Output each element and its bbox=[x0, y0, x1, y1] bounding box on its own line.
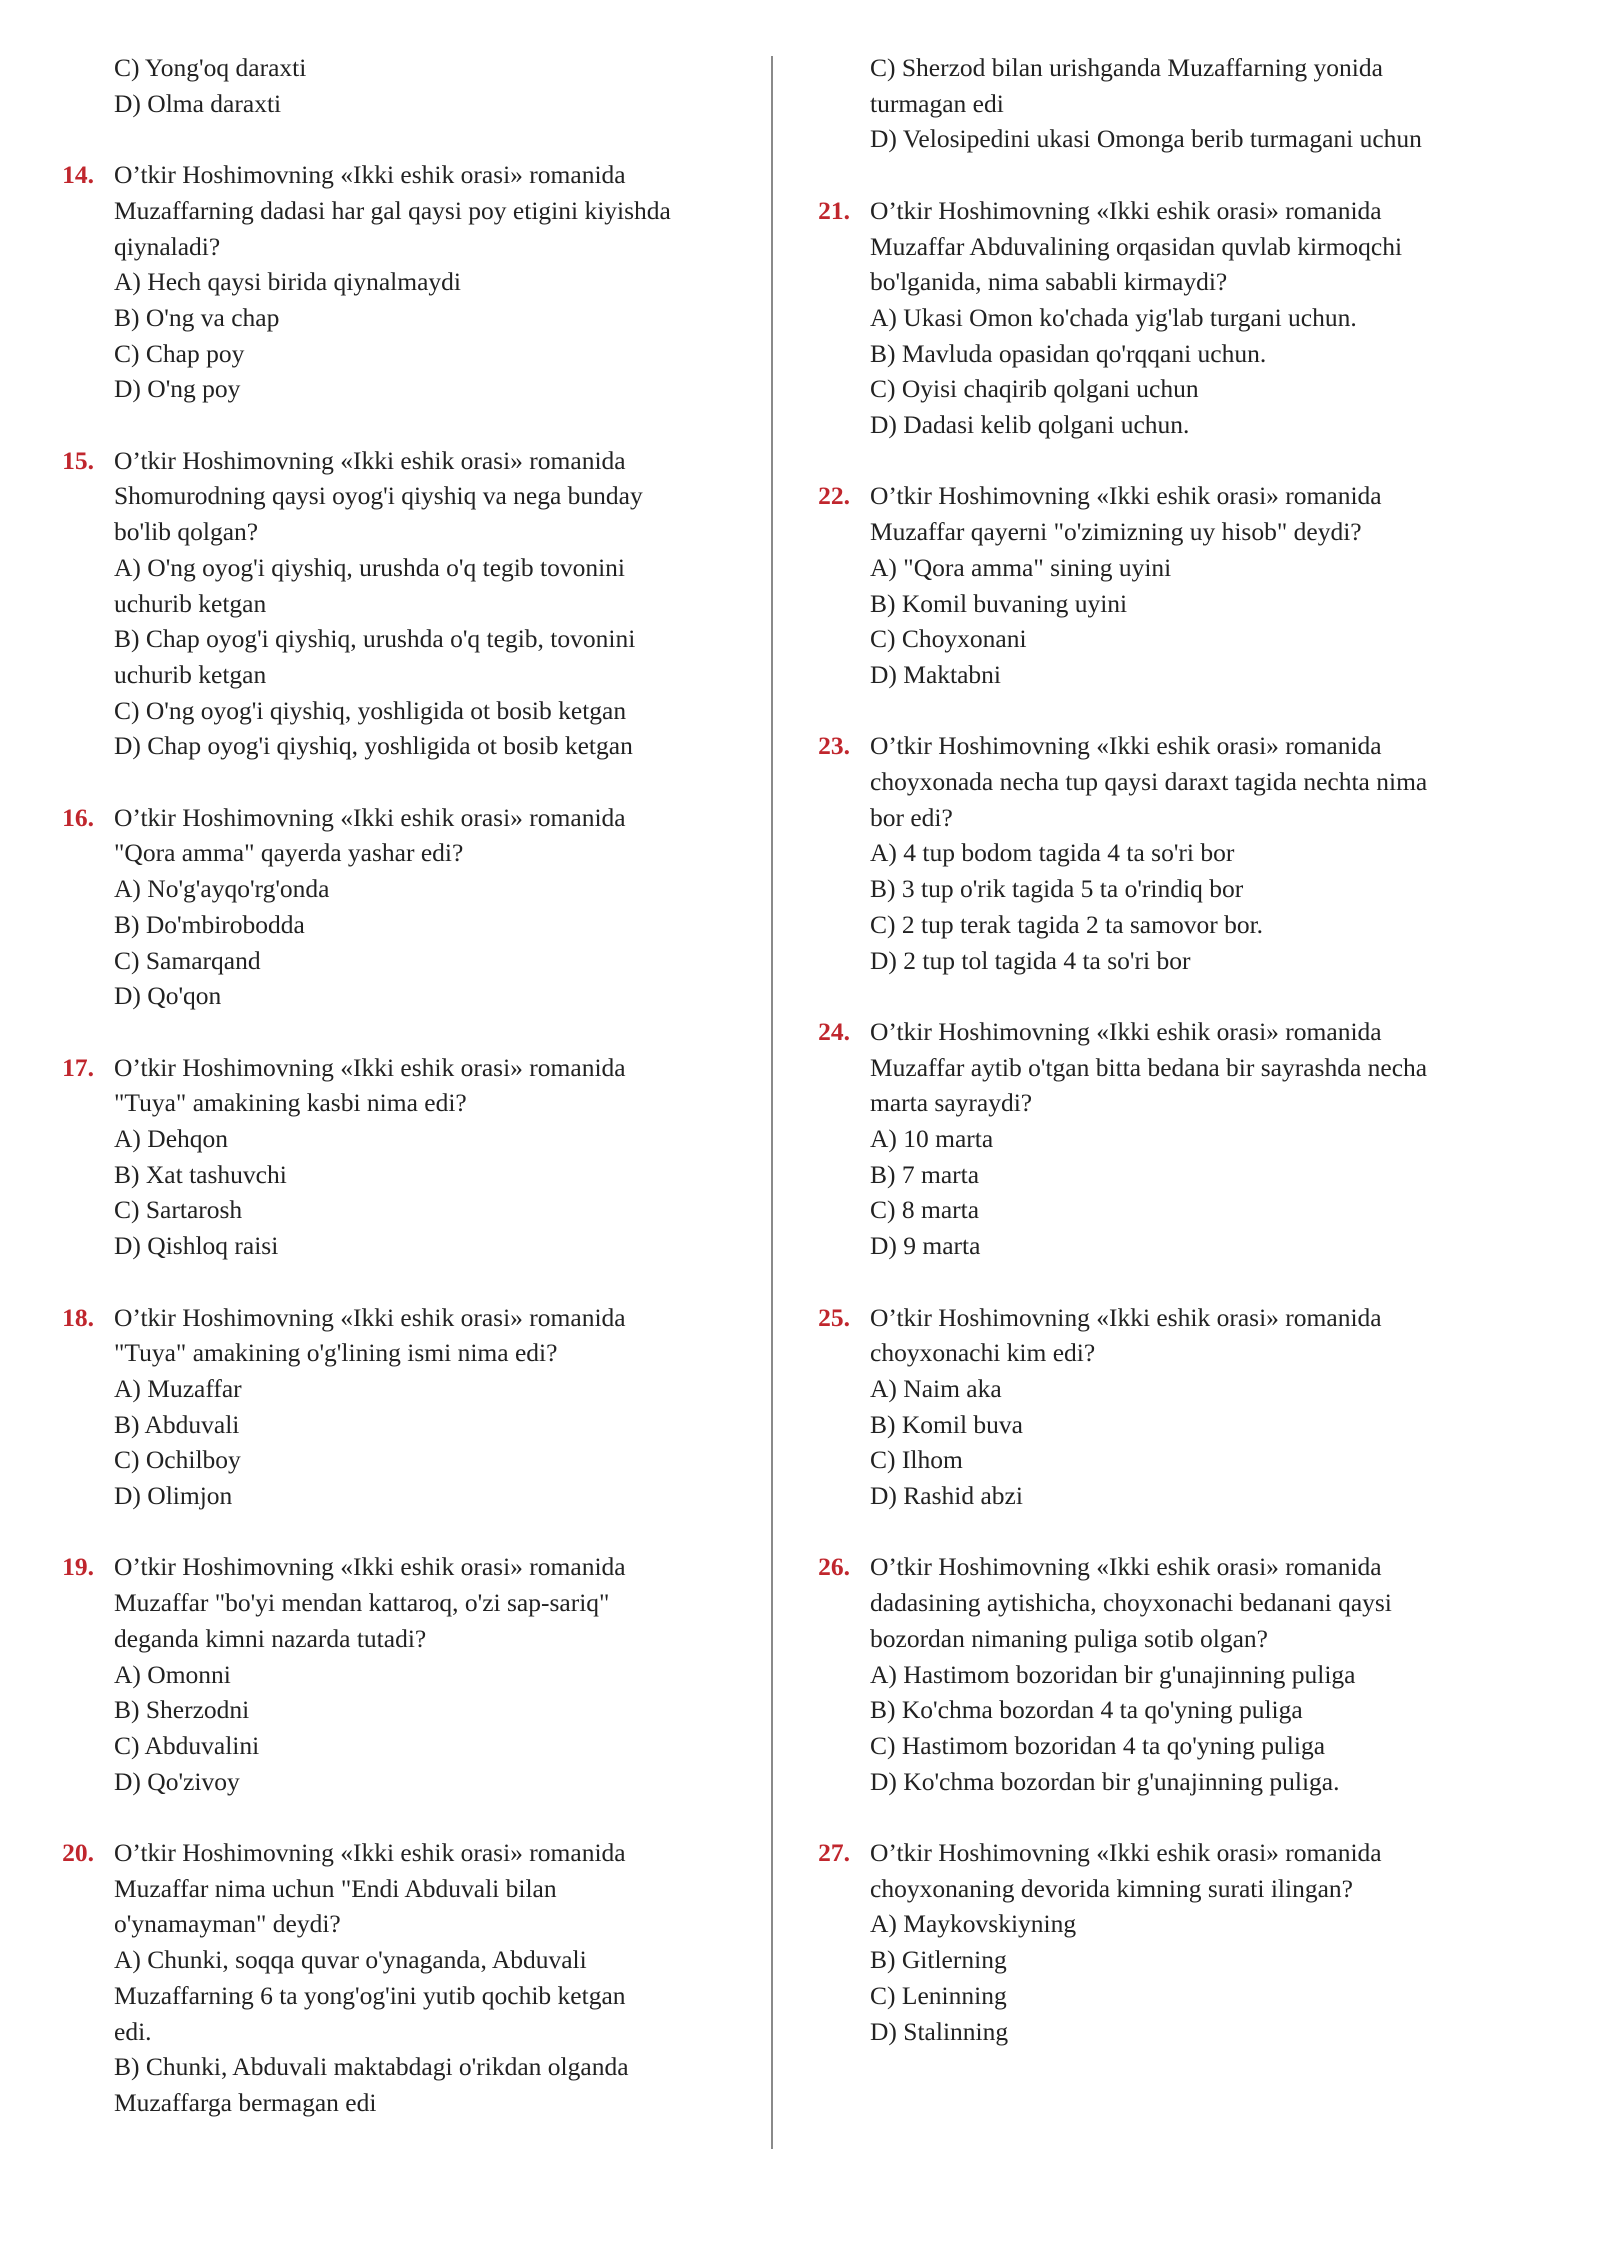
question-number: 16. bbox=[62, 802, 94, 832]
question-text: O’tkir Hoshimovning «Ikki eshik orasi» romanida bbox=[114, 1302, 626, 1332]
question-block bbox=[62, 1050, 734, 1264]
question-number: 27. bbox=[818, 1838, 850, 1868]
answer-option: C) Yong'oq daraxti bbox=[114, 53, 307, 82]
answer-option: A) Ukasi Omon ko'chada yig'lab turgani uchun. bbox=[870, 302, 1357, 332]
answer-option: C) Sherzod bilan urishganda Muzaffarning yonida bbox=[870, 53, 1383, 82]
answer-option: D) Olma daraxti bbox=[114, 88, 282, 118]
question-block bbox=[818, 1300, 1480, 1514]
question-number: 14. bbox=[62, 160, 94, 190]
question-text: O’tkir Hoshimovning «Ikki eshik orasi» romanida bbox=[870, 195, 1382, 225]
question-text: O’tkir Hoshimovning «Ikki eshik orasi» romanida bbox=[114, 1052, 626, 1082]
answer-option: B) Chap oyog'i qiyshiq, urushda o'q tegib, tovonini bbox=[114, 624, 636, 654]
question-text: Muzaffar "bo'yi mendan kattaroq, o'zi sap-sariq" bbox=[114, 1588, 610, 1618]
question-text: qiynaladi? bbox=[114, 231, 221, 261]
answer-option: A) Maykovskiyning bbox=[870, 1909, 1077, 1939]
answer-option: B) 3 tup o'rik tagida 5 ta o'rindiq bor bbox=[870, 874, 1244, 904]
question-text: O’tkir Hoshimovning «Ikki eshik orasi» romanida bbox=[870, 1302, 1382, 1332]
answer-option: A) Chunki, soqqa quvar o'ynaganda, Abduvali bbox=[114, 1945, 587, 1975]
answer-option: A) Hastimom bozoridan bir g'unajinning puliga bbox=[870, 1659, 1356, 1689]
question-text: O’tkir Hoshimovning «Ikki eshik orasi» romanida bbox=[114, 160, 626, 190]
answer-option: B) Mavluda opasidan qo'rqqani uchun. bbox=[870, 338, 1267, 368]
question-number: 22. bbox=[818, 481, 850, 511]
answer-option: B) 7 marta bbox=[870, 1159, 980, 1189]
answer-option: B) Komil buva bbox=[870, 1409, 1023, 1439]
right-column bbox=[818, 50, 1480, 2085]
answer-option: B) Komil buvaning uyini bbox=[870, 588, 1128, 618]
answer-option: A) O'ng oyog'i qiyshiq, urushda o'q tegib tovonini bbox=[114, 552, 626, 582]
question-block bbox=[818, 1549, 1480, 1799]
question-text: bor edi? bbox=[870, 802, 953, 832]
question-text: Muzaffar Abduvalining orqasidan quvlab kirmoqchi bbox=[870, 231, 1403, 261]
answer-option: C) Leninning bbox=[870, 1980, 1007, 2010]
question-text: O’tkir Hoshimovning «Ikki eshik orasi» romanida bbox=[114, 1552, 626, 1582]
answer-option: A) Omonni bbox=[114, 1659, 231, 1689]
question-text: Muzaffar nima uchun "Endi Abduvali bilan bbox=[114, 1873, 557, 1903]
answer-option: C) O'ng oyog'i qiyshiq, yoshligida ot bosib ketgan bbox=[114, 695, 627, 725]
answer-option: uchurib ketgan bbox=[114, 659, 267, 689]
question-text: Muzaffar aytib o'tgan bitta bedana bir sayrashda necha bbox=[870, 1052, 1428, 1082]
question-block bbox=[62, 1835, 734, 2121]
question-number: 18. bbox=[62, 1302, 94, 1332]
answer-option: C) 8 marta bbox=[870, 1195, 980, 1225]
question-text: bo'lib qolgan? bbox=[114, 517, 259, 547]
answer-option: C) Chap poy bbox=[114, 338, 245, 368]
answer-option: B) Chunki, Abduvali maktabdagi o'rikdan olganda bbox=[114, 2052, 629, 2082]
question-block bbox=[62, 800, 734, 1014]
question-number: 17. bbox=[62, 1052, 94, 1082]
question-text: O’tkir Hoshimovning «Ikki eshik orasi» romanida bbox=[870, 1552, 1382, 1582]
answer-option: D) Qo'zivoy bbox=[114, 1766, 240, 1796]
question-number: 23. bbox=[818, 731, 850, 761]
question-text: "Qora amma" qayerda yashar edi? bbox=[114, 838, 464, 868]
question-text: "Tuya" amakining o'g'lining ismi nima edi? bbox=[114, 1338, 558, 1368]
answer-option: uchurib ketgan bbox=[114, 588, 267, 618]
answer-option: C) Samarqand bbox=[114, 945, 261, 975]
column-divider bbox=[771, 56, 773, 2149]
question-block bbox=[818, 1835, 1480, 2049]
answer-option: B) Abduvali bbox=[114, 1409, 240, 1439]
answer-option: A) 10 marta bbox=[870, 1124, 994, 1154]
answer-option: D) 9 marta bbox=[870, 1231, 981, 1261]
answer-option: D) O'ng poy bbox=[114, 374, 241, 404]
question-text: bozordan nimaning puliga sotib olgan? bbox=[870, 1623, 1269, 1653]
answer-option: C) Ilhom bbox=[870, 1445, 963, 1475]
question-block bbox=[62, 1300, 734, 1514]
question-block bbox=[818, 1014, 1480, 1264]
question-text: marta sayraydi? bbox=[870, 1088, 1033, 1118]
answer-option: D) Rashid abzi bbox=[870, 1481, 1023, 1511]
answer-option: D) Stalinning bbox=[870, 2016, 1009, 2046]
answer-option: A) Muzaffar bbox=[114, 1373, 242, 1403]
question-text: O’tkir Hoshimovning «Ikki eshik orasi» romanida bbox=[114, 802, 626, 832]
continued-options bbox=[870, 50, 1480, 157]
question-block bbox=[818, 728, 1480, 978]
question-text: O’tkir Hoshimovning «Ikki eshik orasi» romanida bbox=[870, 731, 1382, 761]
question-number: 15. bbox=[62, 445, 94, 475]
answer-option: Muzaffarning 6 ta yong'og'ini yutib qochib ketgan bbox=[114, 1980, 626, 2010]
answer-option: B) Do'mbirobodda bbox=[114, 909, 305, 939]
answer-option: edi. bbox=[114, 2016, 152, 2046]
answer-option: D) Velosipedini ukasi Omonga berib turmagani uchun bbox=[870, 124, 1422, 154]
answer-option: D) Maktabni bbox=[870, 659, 1002, 689]
question-text: bo'lganida, nima sababli kirmaydi? bbox=[870, 267, 1228, 297]
answer-option: turmagan edi bbox=[870, 88, 1004, 118]
answer-option: D) Dadasi kelib qolgani uchun. bbox=[870, 410, 1190, 440]
answer-option: B) O'ng va chap bbox=[114, 302, 280, 332]
question-block bbox=[818, 478, 1480, 692]
answer-option: A) No'g'ayqo'rg'onda bbox=[114, 874, 330, 904]
question-text: O’tkir Hoshimovning «Ikki eshik orasi» romanida bbox=[870, 481, 1382, 511]
left-column bbox=[62, 50, 734, 2156]
answer-option: D) Olimjon bbox=[114, 1481, 233, 1511]
question-text: O’tkir Hoshimovning «Ikki eshik orasi» romanida bbox=[870, 1838, 1382, 1868]
question-text: O’tkir Hoshimovning «Ikki eshik orasi» romanida bbox=[114, 1838, 626, 1868]
answer-option: C) Sartarosh bbox=[114, 1195, 243, 1225]
question-block bbox=[62, 157, 734, 407]
question-text: choyxonachi kim edi? bbox=[870, 1338, 1096, 1368]
question-block bbox=[62, 1549, 734, 1799]
answer-option: C) Ochilboy bbox=[114, 1445, 241, 1475]
question-text: O’tkir Hoshimovning «Ikki eshik orasi» romanida bbox=[114, 445, 626, 475]
answer-option: D) Chap oyog'i qiyshiq, yoshligida ot bosib ketgan bbox=[114, 731, 633, 761]
answer-option: C) 2 tup terak tagida 2 ta samovor bor. bbox=[870, 909, 1264, 939]
answer-option: A) Dehqon bbox=[114, 1124, 229, 1154]
question-number: 26. bbox=[818, 1552, 850, 1582]
question-text: dadasining aytishicha, choyxonachi bedanani qaysi bbox=[870, 1588, 1392, 1618]
question-number: 21. bbox=[818, 195, 850, 225]
answer-option: A) Hech qaysi birida qiynalmaydi bbox=[114, 267, 461, 297]
question-text: Muzaffar qayerni "o'zimizning uy hisob" deydi? bbox=[870, 517, 1362, 547]
question-text: choyxonada necha tup qaysi daraxt tagida nechta nima bbox=[870, 767, 1428, 797]
question-text: "Tuya" amakining kasbi nima edi? bbox=[114, 1088, 467, 1118]
question-block bbox=[818, 193, 1480, 443]
answer-option: B) Ko'chma bozordan 4 ta qo'yning puliga bbox=[870, 1695, 1303, 1725]
question-text: Shomurodning qaysi oyog'i qiyshiq va nega bunday bbox=[114, 481, 643, 511]
question-block bbox=[62, 443, 734, 764]
continued-options bbox=[114, 50, 734, 121]
answer-option: A) 4 tup bodom tagida 4 ta so'ri bor bbox=[870, 838, 1235, 868]
question-number: 19. bbox=[62, 1552, 94, 1582]
answer-option: A) Naim aka bbox=[870, 1373, 1002, 1403]
question-number: 20. bbox=[62, 1838, 94, 1868]
answer-option: D) Qishloq raisi bbox=[114, 1231, 279, 1261]
answer-option: C) Abduvalini bbox=[114, 1730, 260, 1760]
answer-option: D) Ko'chma bozordan bir g'unajinning puliga. bbox=[870, 1766, 1340, 1796]
answer-option: B) Gitlerning bbox=[870, 1945, 1007, 1975]
answer-option: D) 2 tup tol tagida 4 ta so'ri bor bbox=[870, 945, 1191, 975]
answer-option: C) Choyxonani bbox=[870, 624, 1027, 654]
question-number: 24. bbox=[818, 1016, 850, 1046]
question-number: 25. bbox=[818, 1302, 850, 1332]
answer-option: B) Sherzodni bbox=[114, 1695, 250, 1725]
question-text: O’tkir Hoshimovning «Ikki eshik orasi» romanida bbox=[870, 1016, 1382, 1046]
question-text: Muzaffarning dadasi har gal qaysi poy etigini kiyishda bbox=[114, 195, 671, 225]
answer-option: C) Oyisi chaqirib qolgani uchun bbox=[870, 374, 1199, 404]
answer-option: D) Qo'qon bbox=[114, 981, 222, 1011]
question-text: deganda kimni nazarda tutadi? bbox=[114, 1623, 427, 1653]
answer-option: C) Hastimom bozoridan 4 ta qo'yning puliga bbox=[870, 1730, 1326, 1760]
question-text: choyxonaning devorida kimning surati ilingan? bbox=[870, 1873, 1353, 1903]
question-text: o'ynamayman" deydi? bbox=[114, 1909, 341, 1939]
answer-option: Muzaffarga bermagan edi bbox=[114, 2087, 377, 2117]
answer-option: A) "Qora amma" sining uyini bbox=[870, 552, 1172, 582]
answer-option: B) Xat tashuvchi bbox=[114, 1159, 287, 1189]
